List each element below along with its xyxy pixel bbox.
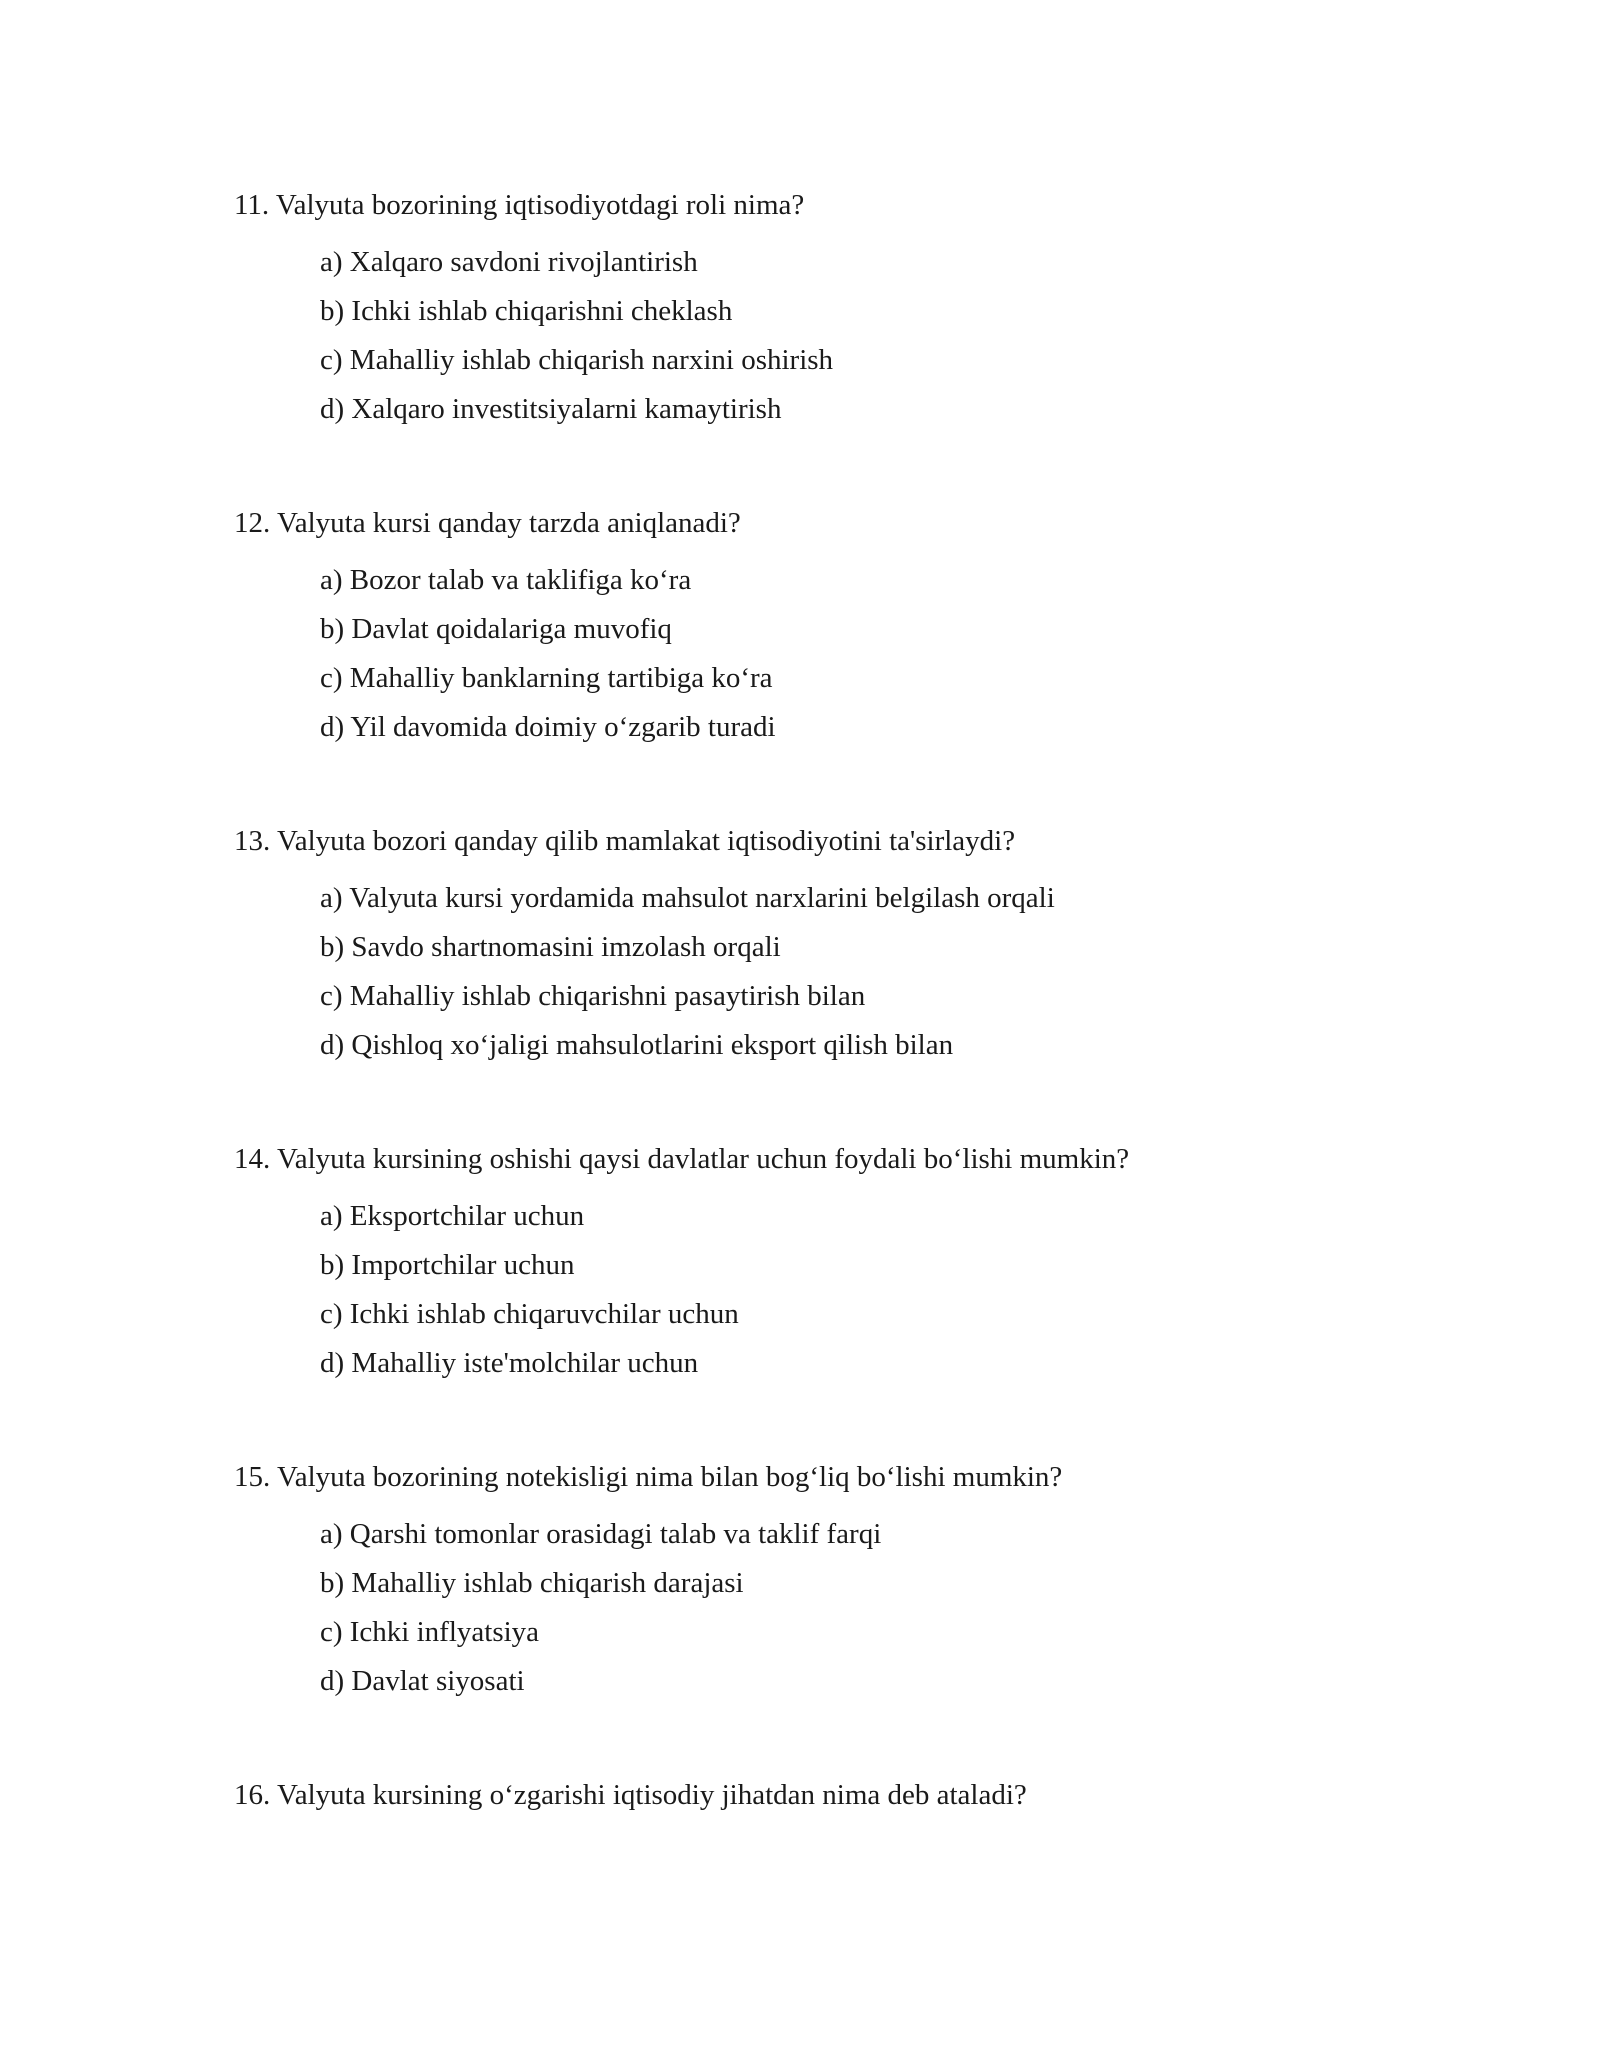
option-b: b) Mahalliy ishlab chiqarish darajasi bbox=[320, 1567, 744, 1599]
option-a: a) Xalqaro savdoni rivojlantirish bbox=[320, 246, 698, 278]
option-d: d) Davlat siyosati bbox=[320, 1665, 525, 1697]
option-c: c) Mahalliy ishlab chiqarish narxini oshirish bbox=[320, 344, 834, 376]
option-d: d) Yil davomida doimiy o‘zgarib turadi bbox=[320, 711, 776, 743]
answer-options bbox=[320, 563, 1434, 759]
option-c: c) Mahalliy ishlab chiqarishni pasaytirish bilan bbox=[320, 980, 866, 1012]
question-13 bbox=[234, 824, 1434, 1077]
option-b: b) Savdo shartnomasini imzolash orqali bbox=[320, 931, 781, 963]
answer-options bbox=[320, 1199, 1434, 1395]
question-11 bbox=[234, 188, 1434, 441]
answer-options bbox=[320, 1517, 1434, 1713]
question-title: 14. Valyuta kursining oshishi qaysi davlatlar uchun foydali bo‘lishi mumkin? bbox=[234, 1143, 1130, 1175]
answer-options bbox=[320, 245, 1434, 441]
option-a: a) Valyuta kursi yordamida mahsulot narxlarini belgilash orqali bbox=[320, 882, 1055, 914]
option-d: d) Xalqaro investitsiyalarni kamaytirish bbox=[320, 393, 782, 425]
option-b: b) Ichki ishlab chiqarishni cheklash bbox=[320, 295, 733, 327]
question-16 bbox=[234, 1778, 1434, 1812]
option-c: c) Ichki inflyatsiya bbox=[320, 1616, 540, 1648]
option-b: b) Davlat qoidalariga muvofiq bbox=[320, 613, 672, 645]
option-a: a) Eksportchilar uchun bbox=[320, 1200, 585, 1232]
option-a: a) Qarshi tomonlar orasidagi talab va taklif farqi bbox=[320, 1518, 882, 1550]
option-a: a) Bozor talab va taklifiga ko‘ra bbox=[320, 564, 692, 596]
option-c: c) Ichki ishlab chiqaruvchilar uchun bbox=[320, 1298, 739, 1330]
answer-options bbox=[320, 881, 1434, 1077]
question-title: 13. Valyuta bozori qanday qilib mamlakat iqtisodiyotini ta'sirlaydi? bbox=[234, 825, 1016, 857]
question-title: 16. Valyuta kursining o‘zgarishi iqtisodiy jihatdan nima deb ataladi? bbox=[234, 1779, 1027, 1811]
option-c: c) Mahalliy banklarning tartibiga ko‘ra bbox=[320, 662, 773, 694]
question-12 bbox=[234, 506, 1434, 759]
question-title: 12. Valyuta kursi qanday tarzda aniqlanadi? bbox=[234, 507, 741, 539]
question-14 bbox=[234, 1142, 1434, 1395]
question-title: 15. Valyuta bozorining notekisligi nima bilan bog‘liq bo‘lishi mumkin? bbox=[234, 1461, 1063, 1493]
option-d: d) Mahalliy iste'molchilar uchun bbox=[320, 1347, 699, 1379]
question-15 bbox=[234, 1460, 1434, 1713]
question-title: 11. Valyuta bozorining iqtisodiyotdagi roli nima? bbox=[234, 189, 805, 221]
option-b: b) Importchilar uchun bbox=[320, 1249, 575, 1281]
option-d: d) Qishloq xo‘jaligi mahsulotlarini eksport qilish bilan bbox=[320, 1029, 954, 1061]
